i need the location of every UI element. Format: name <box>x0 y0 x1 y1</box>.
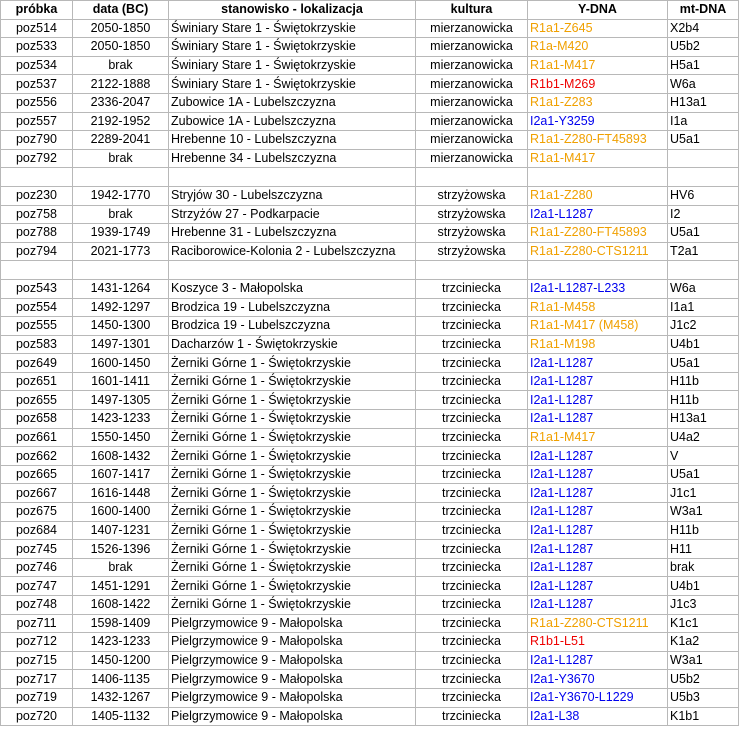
mtdna-cell: U4b1 <box>668 577 739 596</box>
site-cell: Strzyżów 27 - Podkarpacie <box>169 205 416 224</box>
culture-cell: trzciniecka <box>416 279 528 298</box>
site-cell: Żerniki Górne 1 - Świętokrzyskie <box>169 484 416 503</box>
ydna-cell: I2a1-L1287 <box>528 558 668 577</box>
date-cell: 1608-1422 <box>73 596 169 615</box>
sample-id-cell: poz655 <box>1 391 73 410</box>
mtdna-cell <box>668 149 739 168</box>
site-cell: Świniary Stare 1 - Świętokrzyskie <box>169 19 416 38</box>
site-cell: Hrebenne 34 - Lubelszczyzna <box>169 149 416 168</box>
site-cell: Dacharzów 1 - Świętokrzyskie <box>169 335 416 354</box>
culture-cell: trzciniecka <box>416 317 528 336</box>
mtdna-cell: H5a1 <box>668 56 739 75</box>
table-row <box>1 93 739 112</box>
sample-id-cell: poz537 <box>1 75 73 94</box>
mtdna-cell: U4b1 <box>668 335 739 354</box>
mtdna-cell: U5b3 <box>668 688 739 707</box>
culture-cell: mierzanowicka <box>416 38 528 57</box>
table-row <box>1 651 739 670</box>
table-row <box>1 205 739 224</box>
mtdna-cell: H11b <box>668 391 739 410</box>
table-row <box>1 298 739 317</box>
culture-cell: mierzanowicka <box>416 19 528 38</box>
ydna-cell: I2a1-L1287 <box>528 596 668 615</box>
table-row <box>1 242 739 261</box>
site-cell: Żerniki Górne 1 - Świętokrzyskie <box>169 372 416 391</box>
site-cell: Żerniki Górne 1 - Świętokrzyskie <box>169 540 416 559</box>
site-cell: Żerniki Górne 1 - Świętokrzyskie <box>169 465 416 484</box>
empty-cell <box>1 261 73 280</box>
table-row <box>1 428 739 447</box>
ydna-cell: R1a1-M417 <box>528 149 668 168</box>
table-body <box>1 19 739 726</box>
culture-cell: strzyżowska <box>416 224 528 243</box>
sample-id-cell: poz533 <box>1 38 73 57</box>
site-cell: Świniary Stare 1 - Świętokrzyskie <box>169 38 416 57</box>
empty-cell <box>416 168 528 187</box>
mtdna-cell: U5a1 <box>668 224 739 243</box>
date-cell: 2192-1952 <box>73 112 169 131</box>
sample-id-cell: poz651 <box>1 372 73 391</box>
date-cell: 1939-1749 <box>73 224 169 243</box>
header-sample: próbka <box>1 1 73 20</box>
culture-cell: mierzanowicka <box>416 75 528 94</box>
mtdna-cell: J1c3 <box>668 596 739 615</box>
ydna-cell: I2a1-L1287 <box>528 521 668 540</box>
table-row <box>1 484 739 503</box>
site-cell: Żerniki Górne 1 - Świętokrzyskie <box>169 391 416 410</box>
sample-id-cell: poz667 <box>1 484 73 503</box>
culture-cell: trzciniecka <box>416 410 528 429</box>
table-row <box>1 614 739 633</box>
culture-cell: trzciniecka <box>416 651 528 670</box>
date-cell: 1405-1132 <box>73 707 169 726</box>
ydna-cell: R1a1-M417 (M458) <box>528 317 668 336</box>
culture-cell: trzciniecka <box>416 465 528 484</box>
mtdna-cell: K1a2 <box>668 633 739 652</box>
ydna-cell: R1a1-Z280-FT45893 <box>528 131 668 150</box>
mtdna-cell: J1c1 <box>668 484 739 503</box>
mtdna-cell: W6a <box>668 279 739 298</box>
sample-id-cell: poz230 <box>1 186 73 205</box>
culture-cell: mierzanowicka <box>416 112 528 131</box>
site-cell: Brodzica 19 - Lubelszczyzna <box>169 317 416 336</box>
mtdna-cell: U5a1 <box>668 465 739 484</box>
date-cell: 1607-1417 <box>73 465 169 484</box>
culture-cell: mierzanowicka <box>416 93 528 112</box>
table-row <box>1 335 739 354</box>
culture-cell: trzciniecka <box>416 391 528 410</box>
culture-cell: trzciniecka <box>416 577 528 596</box>
table-row <box>1 670 739 689</box>
culture-cell: mierzanowicka <box>416 56 528 75</box>
table-row <box>1 540 739 559</box>
ydna-cell: I2a1-Y3259 <box>528 112 668 131</box>
culture-cell: strzyżowska <box>416 186 528 205</box>
site-cell: Żerniki Górne 1 - Świętokrzyskie <box>169 596 416 615</box>
header-date: data (BC) <box>73 1 169 20</box>
mtdna-cell: K1b1 <box>668 707 739 726</box>
culture-cell: strzyżowska <box>416 205 528 224</box>
date-cell: 1423-1233 <box>73 410 169 429</box>
site-cell: Raciborowice-Kolonia 2 - Lubelszczyzna <box>169 242 416 261</box>
mtdna-cell: U4a2 <box>668 428 739 447</box>
table-row <box>1 633 739 652</box>
culture-cell: trzciniecka <box>416 670 528 689</box>
table-row <box>1 391 739 410</box>
site-cell: Żerniki Górne 1 - Świętokrzyskie <box>169 558 416 577</box>
mtdna-cell: W6a <box>668 75 739 94</box>
date-cell: 1431-1264 <box>73 279 169 298</box>
sample-id-cell: poz583 <box>1 335 73 354</box>
site-cell: Żerniki Górne 1 - Świętokrzyskie <box>169 577 416 596</box>
ydna-cell: R1a1-M417 <box>528 428 668 447</box>
table-row <box>1 503 739 522</box>
table-row <box>1 521 739 540</box>
ydna-cell: I2a1-Y3670-L1229 <box>528 688 668 707</box>
site-cell: Żerniki Górne 1 - Świętokrzyskie <box>169 428 416 447</box>
date-cell: 1492-1297 <box>73 298 169 317</box>
date-cell: 1423-1233 <box>73 633 169 652</box>
mtdna-cell: H13a1 <box>668 410 739 429</box>
sample-id-cell: poz658 <box>1 410 73 429</box>
sample-id-cell: poz794 <box>1 242 73 261</box>
sample-id-cell: poz717 <box>1 670 73 689</box>
table-row <box>1 75 739 94</box>
culture-cell: trzciniecka <box>416 335 528 354</box>
date-cell: 2289-2041 <box>73 131 169 150</box>
ydna-cell: R1a1-Z645 <box>528 19 668 38</box>
ydna-cell: I2a1-L1287 <box>528 651 668 670</box>
mtdna-cell: U5a1 <box>668 354 739 373</box>
ydna-cell: I2a1-Y3670 <box>528 670 668 689</box>
mtdna-cell: H13a1 <box>668 93 739 112</box>
site-cell: Żerniki Górne 1 - Świętokrzyskie <box>169 503 416 522</box>
date-cell: 1598-1409 <box>73 614 169 633</box>
ydna-cell: R1a1-Z283 <box>528 93 668 112</box>
culture-cell: trzciniecka <box>416 372 528 391</box>
table-row <box>1 19 739 38</box>
sample-id-cell: poz746 <box>1 558 73 577</box>
site-cell: Zubowice 1A - Lubelszczyzna <box>169 112 416 131</box>
ydna-cell: R1b1-M269 <box>528 75 668 94</box>
ydna-cell: R1b1-L51 <box>528 633 668 652</box>
date-cell: 1450-1300 <box>73 317 169 336</box>
culture-cell: trzciniecka <box>416 540 528 559</box>
date-cell: brak <box>73 56 169 75</box>
ydna-cell: R1a1-Z280-CTS1211 <box>528 614 668 633</box>
ydna-cell: I2a1-L1287 <box>528 354 668 373</box>
date-cell: 2050-1850 <box>73 38 169 57</box>
culture-cell: trzciniecka <box>416 447 528 466</box>
culture-cell: mierzanowicka <box>416 149 528 168</box>
date-cell: brak <box>73 558 169 577</box>
site-cell: Pielgrzymowice 9 - Małopolska <box>169 651 416 670</box>
site-cell: Świniary Stare 1 - Świętokrzyskie <box>169 56 416 75</box>
date-cell: 1601-1411 <box>73 372 169 391</box>
empty-cell <box>73 261 169 280</box>
date-cell: brak <box>73 149 169 168</box>
site-cell: Pielgrzymowice 9 - Małopolska <box>169 707 416 726</box>
date-cell: 2122-1888 <box>73 75 169 94</box>
site-cell: Hrebenne 31 - Lubelszczyzna <box>169 224 416 243</box>
date-cell: 1600-1400 <box>73 503 169 522</box>
table-row <box>1 410 739 429</box>
date-cell: 1432-1267 <box>73 688 169 707</box>
date-cell: 1451-1291 <box>73 577 169 596</box>
mtdna-cell: H11 <box>668 540 739 559</box>
sample-id-cell: poz662 <box>1 447 73 466</box>
sample-id-cell: poz665 <box>1 465 73 484</box>
ydna-cell: I2a1-L1287 <box>528 391 668 410</box>
table-row <box>1 372 739 391</box>
ydna-cell: R1a-M420 <box>528 38 668 57</box>
mtdna-cell: U5a1 <box>668 131 739 150</box>
table-row <box>1 186 739 205</box>
sample-id-cell: poz555 <box>1 317 73 336</box>
header-mtdna: mt-DNA <box>668 1 739 20</box>
site-cell: Żerniki Górne 1 - Świętokrzyskie <box>169 521 416 540</box>
table-header <box>1 1 739 20</box>
table-row <box>1 707 739 726</box>
mtdna-cell: H11b <box>668 372 739 391</box>
date-cell: 1497-1305 <box>73 391 169 410</box>
date-cell: 1550-1450 <box>73 428 169 447</box>
site-cell: Brodzica 19 - Lubelszczyzna <box>169 298 416 317</box>
ydna-cell: I2a1-L1287 <box>528 465 668 484</box>
sample-id-cell: poz675 <box>1 503 73 522</box>
site-cell: Pielgrzymowice 9 - Małopolska <box>169 670 416 689</box>
sample-id-cell: poz534 <box>1 56 73 75</box>
sample-id-cell: poz719 <box>1 688 73 707</box>
culture-cell: trzciniecka <box>416 298 528 317</box>
culture-cell: trzciniecka <box>416 633 528 652</box>
culture-cell: trzciniecka <box>416 503 528 522</box>
culture-cell: trzciniecka <box>416 428 528 447</box>
table-row <box>1 112 739 131</box>
date-cell: 2050-1850 <box>73 19 169 38</box>
table-row <box>1 447 739 466</box>
culture-cell: trzciniecka <box>416 558 528 577</box>
empty-cell <box>169 261 416 280</box>
date-cell: 1608-1432 <box>73 447 169 466</box>
site-cell: Pielgrzymowice 9 - Małopolska <box>169 633 416 652</box>
sample-id-cell: poz748 <box>1 596 73 615</box>
ydna-cell: R1a1-Z280 <box>528 186 668 205</box>
culture-cell: strzyżowska <box>416 242 528 261</box>
empty-cell <box>528 261 668 280</box>
date-cell: 1406-1135 <box>73 670 169 689</box>
ydna-cell: I2a1-L1287 <box>528 410 668 429</box>
empty-cell <box>668 168 739 187</box>
mtdna-cell: W3a1 <box>668 651 739 670</box>
date-cell: 1407-1231 <box>73 521 169 540</box>
sample-id-cell: poz747 <box>1 577 73 596</box>
table-row <box>1 279 739 298</box>
mtdna-cell: U5b2 <box>668 38 739 57</box>
empty-cell <box>668 261 739 280</box>
date-cell: brak <box>73 205 169 224</box>
site-cell: Koszyce 3 - Małopolska <box>169 279 416 298</box>
sample-id-cell: poz661 <box>1 428 73 447</box>
date-cell: 1450-1200 <box>73 651 169 670</box>
table-row <box>1 38 739 57</box>
site-cell: Żerniki Górne 1 - Świętokrzyskie <box>169 410 416 429</box>
site-cell: Hrebenne 10 - Lubelszczyzna <box>169 131 416 150</box>
table-row <box>1 354 739 373</box>
sample-id-cell: poz711 <box>1 614 73 633</box>
ydna-cell: R1a1-Z280-CTS1211 <box>528 242 668 261</box>
sample-id-cell: poz792 <box>1 149 73 168</box>
site-cell: Zubowice 1A - Lubelszczyzna <box>169 93 416 112</box>
mtdna-cell: J1c2 <box>668 317 739 336</box>
table-row <box>1 224 739 243</box>
ydna-cell: I2a1-L1287 <box>528 484 668 503</box>
empty-cell <box>528 168 668 187</box>
group-separator-row <box>1 168 739 187</box>
table-row <box>1 596 739 615</box>
table-row <box>1 577 739 596</box>
ydna-cell: R1a1-M458 <box>528 298 668 317</box>
sample-id-cell: poz556 <box>1 93 73 112</box>
ydna-cell: I2a1-L1287 <box>528 577 668 596</box>
site-cell: Pielgrzymowice 9 - Małopolska <box>169 688 416 707</box>
mtdna-cell: I1a1 <box>668 298 739 317</box>
date-cell: 1497-1301 <box>73 335 169 354</box>
culture-cell: trzciniecka <box>416 596 528 615</box>
header-row <box>1 1 739 20</box>
sample-id-cell: poz649 <box>1 354 73 373</box>
table-row <box>1 149 739 168</box>
empty-cell <box>1 168 73 187</box>
sample-id-cell: poz557 <box>1 112 73 131</box>
date-cell: 1942-1770 <box>73 186 169 205</box>
sample-id-cell: poz712 <box>1 633 73 652</box>
empty-cell <box>169 168 416 187</box>
culture-cell: trzciniecka <box>416 707 528 726</box>
date-cell: 1616-1448 <box>73 484 169 503</box>
ydna-cell: R1a1-M417 <box>528 56 668 75</box>
sample-id-cell: poz745 <box>1 540 73 559</box>
date-cell: 2336-2047 <box>73 93 169 112</box>
sample-id-cell: poz788 <box>1 224 73 243</box>
sample-id-cell: poz790 <box>1 131 73 150</box>
mtdna-cell: T2a1 <box>668 242 739 261</box>
mtdna-cell: HV6 <box>668 186 739 205</box>
mtdna-cell: U5b2 <box>668 670 739 689</box>
sample-id-cell: poz554 <box>1 298 73 317</box>
ydna-cell: I2a1-L1287 <box>528 503 668 522</box>
site-cell: Żerniki Górne 1 - Świętokrzyskie <box>169 354 416 373</box>
table-row <box>1 688 739 707</box>
mtdna-cell: V <box>668 447 739 466</box>
date-cell: 1526-1396 <box>73 540 169 559</box>
culture-cell: trzciniecka <box>416 521 528 540</box>
table-row <box>1 56 739 75</box>
empty-cell <box>73 168 169 187</box>
culture-cell: trzciniecka <box>416 484 528 503</box>
ydna-cell: I2a1-L1287-L233 <box>528 279 668 298</box>
site-cell: Świniary Stare 1 - Świętokrzyskie <box>169 75 416 94</box>
empty-cell <box>416 261 528 280</box>
date-cell: 1600-1450 <box>73 354 169 373</box>
site-cell: Pielgrzymowice 9 - Małopolska <box>169 614 416 633</box>
site-cell: Stryjów 30 - Lubelszczyzna <box>169 186 416 205</box>
sample-id-cell: poz514 <box>1 19 73 38</box>
table-row <box>1 131 739 150</box>
ydna-cell: I2a1-L1287 <box>528 447 668 466</box>
mtdna-cell: I1a <box>668 112 739 131</box>
sample-id-cell: poz543 <box>1 279 73 298</box>
header-site: stanowisko - lokalizacja <box>169 1 416 20</box>
culture-cell: trzciniecka <box>416 614 528 633</box>
table-row <box>1 558 739 577</box>
ydna-cell: I2a1-L1287 <box>528 205 668 224</box>
date-cell: 2021-1773 <box>73 242 169 261</box>
ydna-cell: R1a1-Z280-FT45893 <box>528 224 668 243</box>
header-ydna: Y-DNA <box>528 1 668 20</box>
table-row <box>1 317 739 336</box>
ydna-cell: R1a1-M198 <box>528 335 668 354</box>
culture-cell: trzciniecka <box>416 354 528 373</box>
sample-id-cell: poz684 <box>1 521 73 540</box>
mtdna-cell: H11b <box>668 521 739 540</box>
ydna-cell: I2a1-L1287 <box>528 372 668 391</box>
site-cell: Żerniki Górne 1 - Świętokrzyskie <box>169 447 416 466</box>
culture-cell: trzciniecka <box>416 688 528 707</box>
mtdna-cell: K1c1 <box>668 614 739 633</box>
mtdna-cell: X2b4 <box>668 19 739 38</box>
sample-id-cell: poz758 <box>1 205 73 224</box>
mtdna-cell: I2 <box>668 205 739 224</box>
ydna-cell: I2a1-L1287 <box>528 540 668 559</box>
mtdna-cell: brak <box>668 558 739 577</box>
sample-id-cell: poz720 <box>1 707 73 726</box>
group-separator-row <box>1 261 739 280</box>
header-culture: kultura <box>416 1 528 20</box>
table-row <box>1 465 739 484</box>
ydna-cell: I2a1-L38 <box>528 707 668 726</box>
sample-id-cell: poz715 <box>1 651 73 670</box>
mtdna-cell: W3a1 <box>668 503 739 522</box>
culture-cell: mierzanowicka <box>416 131 528 150</box>
